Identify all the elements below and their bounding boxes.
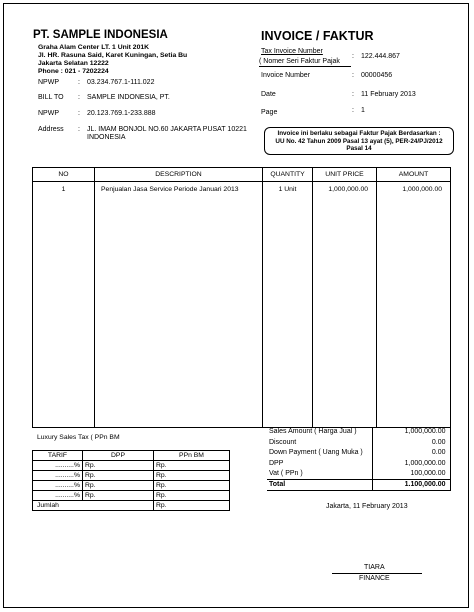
- ppnbm-cell: Rp.: [154, 481, 230, 491]
- address-line: JL. IMAM BONJOL NO.60 JAKARTA PUSAT 10221: [87, 126, 247, 133]
- summary-row: [267, 438, 450, 449]
- ppnbm-cell: Rp.: [154, 471, 230, 481]
- summary-row: [267, 469, 450, 480]
- luxury-header-row: [33, 451, 230, 461]
- tarif-cell: ..........%: [33, 481, 83, 491]
- bill-to-value: SAMPLE INDONESIA, PT.: [87, 94, 170, 101]
- tarif-cell: ..........%: [33, 461, 83, 471]
- summary-total-row: [267, 480, 450, 491]
- vat-value: 100,000.00: [372, 469, 450, 480]
- item-quantity: 1 Unit: [263, 182, 313, 428]
- colon: :: [352, 53, 354, 60]
- table-row: [33, 481, 230, 491]
- company-name: PT. SAMPLE INDONESIA: [33, 29, 168, 41]
- summary-row: [267, 448, 450, 459]
- tax-note-line: Pasal 14: [346, 145, 372, 152]
- table-row: [33, 182, 451, 428]
- npwp-value: 03.234.767.1-111.022: [87, 79, 155, 86]
- header-no: NO: [33, 168, 95, 182]
- header-amount: AMOUNT: [377, 168, 451, 182]
- tax-note-box: [264, 127, 454, 155]
- address-line: INDONESIA: [87, 134, 126, 141]
- date-value: 11 February 2013: [361, 91, 416, 98]
- dpp-cell: Rp.: [83, 481, 154, 491]
- tax-note-line: UU No. 42 Tahun 2009 Pasal 13 ayat (5), PER-24/PJ/2012: [275, 137, 443, 145]
- address-label: Address: [38, 126, 64, 133]
- invoice-number-label: Invoice Number: [261, 72, 311, 79]
- items-table: [32, 167, 451, 428]
- item-unit-price: 1,000,000.00: [313, 182, 377, 428]
- discount-value: 0.00: [372, 438, 450, 449]
- jumlah-label: Jumlah: [33, 501, 154, 511]
- sales-amount-value: 1,000,000.00: [372, 427, 450, 438]
- dpp-value: 1,000,000.00: [372, 459, 450, 470]
- luxury-total-row: [33, 501, 230, 511]
- colon: :: [78, 126, 80, 133]
- ppnbm-cell: Rp.: [154, 461, 230, 471]
- company-address-line: Jl. HR. Rasuna Said, Karet Kuningan, Setia Bu: [38, 52, 188, 59]
- item-description: Penjualan Jasa Service Periode Januari 2013: [95, 182, 263, 428]
- bill-to-label: BILL TO: [38, 94, 64, 101]
- date-label: Date: [261, 91, 276, 98]
- dpp-cell: Rp.: [83, 461, 154, 471]
- header-description: DESCRIPTION: [95, 168, 263, 182]
- table-row: [33, 491, 230, 501]
- dpp-cell: Rp.: [83, 471, 154, 481]
- luxury-tax-table: [32, 450, 230, 511]
- npwp2-value: 20.123.769.1-233.888: [87, 110, 156, 117]
- discount-label: Discount: [269, 438, 297, 446]
- items-header-row: [33, 168, 451, 182]
- npwp2-label: NPWP: [38, 110, 59, 117]
- header-ppnbm: PPn BM: [154, 451, 230, 461]
- invoice-number-value: 00000456: [361, 72, 393, 79]
- vat-label: Vat ( PPn ): [269, 470, 303, 477]
- invoice-title: INVOICE / FAKTUR: [261, 29, 374, 43]
- summary-table: [267, 427, 451, 491]
- colon: :: [352, 72, 354, 79]
- tax-number-underline: [259, 66, 351, 67]
- header-dpp: DPP: [83, 451, 154, 461]
- page-label: Page: [261, 109, 278, 116]
- total-label: Total: [267, 480, 372, 491]
- summary-row: [267, 427, 450, 438]
- table-row: [33, 461, 230, 471]
- invoice-page: [3, 3, 469, 608]
- colon: :: [352, 107, 354, 114]
- header-tarif: TARIF: [33, 451, 83, 461]
- signature-line: [332, 573, 422, 574]
- ppnbm-total-cell: Rp.: [154, 501, 230, 511]
- header-quantity: QUANTITY: [263, 168, 313, 182]
- signatory-name: TIARA: [364, 564, 385, 571]
- tarif-cell: ..........%: [33, 491, 83, 501]
- down-payment-label: Down Payment ( Uang Muka ): [269, 449, 363, 457]
- npwp-label: NPWP: [38, 79, 59, 86]
- tarif-cell: ..........%: [33, 471, 83, 481]
- tax-number-sublabel: ( Nomer Seri Faktur Pajak: [259, 58, 340, 65]
- dpp-label: DPP: [269, 459, 284, 467]
- ppnbm-cell: Rp.: [154, 491, 230, 501]
- total-value: 1.100,000.00: [372, 480, 450, 491]
- company-phone: Phone : 021 - 7202224: [38, 68, 109, 75]
- summary-row: [267, 459, 450, 470]
- down-payment-value: 0.00: [372, 448, 450, 459]
- header-unit-price: UNIT PRICE: [313, 168, 377, 182]
- sales-amount-label: Sales Amount ( Harga Jual ): [269, 428, 357, 436]
- item-no: 1: [33, 182, 95, 428]
- colon: :: [78, 110, 80, 117]
- colon: :: [78, 79, 80, 86]
- dpp-cell: Rp.: [83, 491, 154, 501]
- company-address-line: Graha Alam Center LT. 1 Unit 201K: [38, 44, 150, 51]
- signature-place-date: Jakarta, 11 February 2013: [326, 503, 408, 510]
- table-row: [33, 471, 230, 481]
- item-amount: 1,000,000.00: [377, 182, 451, 428]
- tax-number-label: Tax Invoice Number: [261, 48, 323, 55]
- signatory-title: FINANCE: [359, 575, 390, 582]
- colon: :: [352, 91, 354, 98]
- colon: :: [78, 94, 80, 101]
- tax-number-value: 122.444.867: [361, 53, 400, 60]
- page-value: 1: [361, 107, 365, 114]
- tax-note-line: Invoice ini berlaku sebagai Faktur Pajak Berdasarkan :: [277, 130, 441, 137]
- company-address-line: Jakarta Selatan 12222: [38, 60, 109, 67]
- luxury-tax-title: Luxury Sales Tax ( PPn BM: [37, 434, 120, 441]
